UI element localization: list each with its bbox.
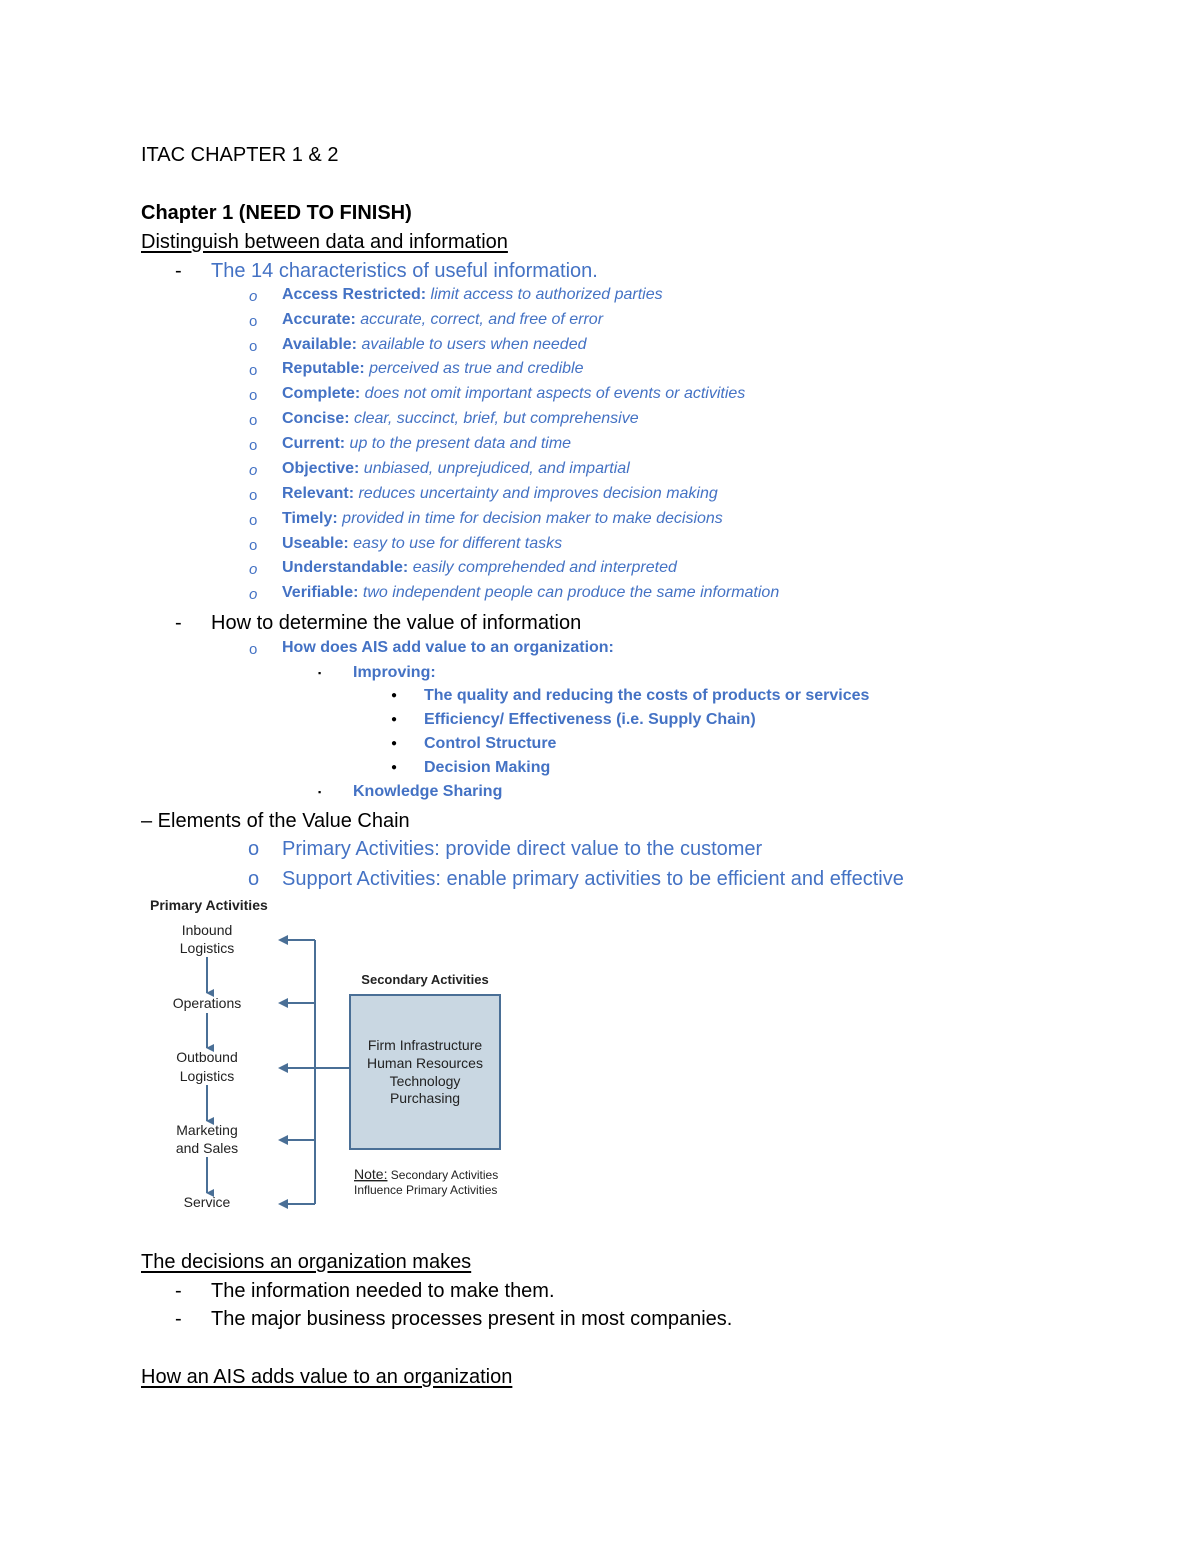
list-item	[282, 535, 562, 553]
characteristic-definition: perceived as true and credible	[364, 360, 584, 377]
characteristic-definition: unbiased, unprejudiced, and impartial	[359, 460, 630, 477]
note-text: Secondary Activities	[387, 1168, 499, 1182]
list-bullet: o	[249, 561, 258, 578]
list-bullet: o	[249, 412, 258, 429]
list-item	[282, 485, 718, 503]
characteristic-term: Concise:	[282, 410, 350, 427]
secondary-activities-box	[350, 995, 500, 1149]
value-chain-diagram	[140, 893, 540, 1223]
characteristic-term: Verifiable:	[282, 584, 359, 601]
characteristic-definition: limit access to authorized parties	[426, 286, 663, 303]
section-heading-ais-value: How an AIS adds value to an organization	[141, 1366, 513, 1388]
list-item-improving: Improving:	[353, 664, 436, 681]
step-marketing-sales-line2: and Sales	[175, 1140, 239, 1156]
dash-bullet: -	[175, 1308, 182, 1330]
list-item	[282, 435, 571, 453]
square-bullet: ▪	[318, 787, 322, 797]
characteristic-definition: two independent people can produce the same information	[358, 584, 780, 601]
list-item: The information needed to make them.	[211, 1280, 555, 1302]
step-inbound-logistics-line1: Inbound	[181, 922, 233, 938]
characteristic-definition: up to the present data and time	[345, 435, 572, 452]
section-heading-decisions: The decisions an organization makes	[141, 1251, 472, 1273]
list-item	[282, 336, 587, 354]
list-bullet: o	[249, 387, 258, 404]
characteristic-definition: easily comprehended and interpreted	[408, 559, 677, 576]
list-item	[282, 584, 779, 602]
step-operations: Operations	[172, 995, 242, 1011]
section-heading-data-vs-information: Distinguish between data and information	[141, 231, 508, 253]
characteristic-definition: provided in time for decision maker to make decisions	[337, 510, 723, 527]
list-item	[282, 360, 583, 378]
list-item: The quality and reducing the costs of products or services	[424, 687, 870, 704]
list-bullet: o	[249, 586, 258, 603]
step-inbound-logistics-line2: Logistics	[179, 940, 235, 956]
list-item: Decision Making	[424, 759, 551, 776]
list-item	[282, 385, 745, 403]
primary-activities-title: Primary Activities	[150, 897, 268, 913]
secondary-item: Technology	[389, 1073, 461, 1089]
characteristic-term: Relevant:	[282, 485, 355, 502]
list-bullet: o	[248, 868, 260, 890]
dash-bullet: -	[175, 1280, 182, 1302]
characteristic-term: Objective:	[282, 460, 360, 477]
list-bullet: o	[249, 313, 258, 330]
step-service: Service	[183, 1194, 231, 1210]
characteristic-term: Accurate:	[282, 311, 356, 328]
characteristic-term: Useable:	[282, 535, 349, 552]
list-item-characteristics: The 14 characteristics of useful information.	[211, 260, 598, 282]
value-chain-heading: – Elements of the Value Chain	[141, 810, 410, 832]
list-bullet: o	[249, 288, 258, 305]
list-item: Efficiency/ Effectiveness (i.e. Supply Chain)	[424, 711, 756, 728]
list-item: Control Structure	[424, 735, 557, 752]
list-bullet: o	[249, 462, 258, 479]
list-item-knowledge-sharing: Knowledge Sharing	[353, 783, 503, 800]
list-item-primary-activities: Primary Activities: provide direct value to the customer	[282, 838, 763, 860]
characteristic-definition: accurate, correct, and free of error	[355, 311, 604, 328]
chapter-heading: Chapter 1 (NEED TO FINISH)	[141, 202, 412, 224]
step-outbound-logistics-line2: Logistics	[179, 1068, 235, 1084]
list-bullet: o	[249, 537, 258, 554]
dot-bullet: ●	[391, 762, 398, 773]
list-bullet: o	[249, 487, 258, 504]
list-bullet: o	[249, 641, 258, 658]
secondary-item: Human Resources	[367, 1055, 483, 1071]
characteristic-term: Available:	[282, 336, 357, 353]
characteristic-definition: available to users when needed	[357, 336, 587, 353]
list-item-value-of-information: How to determine the value of information	[211, 612, 582, 634]
list-item	[282, 559, 677, 577]
secondary-item: Purchasing	[389, 1090, 461, 1106]
characteristic-definition: easy to use for different tasks	[348, 535, 563, 552]
list-item	[282, 410, 639, 428]
list-item	[282, 286, 663, 304]
list-bullet: o	[249, 362, 258, 379]
characteristic-definition: reduces uncertainty and improves decision making	[354, 485, 718, 502]
secondary-activities-title: Secondary Activities	[361, 972, 489, 987]
characteristic-term: Understandable:	[282, 559, 409, 576]
list-item	[282, 311, 603, 329]
dot-bullet: ●	[391, 738, 398, 749]
diagram-note-line1	[354, 1166, 498, 1182]
dash-bullet: -	[175, 260, 182, 282]
characteristic-definition: does not omit important aspects of events or activities	[360, 385, 746, 402]
list-item	[282, 510, 723, 528]
characteristic-term: Timely:	[282, 510, 338, 527]
list-item-ais-value-question: How does AIS add value to an organization:	[282, 639, 614, 656]
list-item	[282, 460, 630, 478]
characteristic-term: Complete:	[282, 385, 361, 402]
list-item: The major business processes present in most companies.	[211, 1308, 733, 1330]
characteristic-definition: clear, succinct, brief, but comprehensive	[349, 410, 639, 427]
dot-bullet: ●	[391, 714, 398, 725]
dash-bullet: -	[175, 612, 182, 634]
diagram-note-line2: Influence Primary Activities	[354, 1183, 498, 1197]
characteristic-term: Current:	[282, 435, 346, 452]
page-title: ITAC CHAPTER 1 & 2	[141, 144, 339, 166]
list-bullet: o	[249, 338, 258, 355]
step-marketing-sales-line1: Marketing	[176, 1122, 238, 1138]
characteristic-term: Access Restricted:	[282, 286, 427, 303]
list-bullet: o	[249, 512, 258, 529]
secondary-item: Firm Infrastructure	[367, 1037, 483, 1053]
list-item-support-activities: Support Activities: enable primary activities to be efficient and effective	[282, 868, 904, 890]
characteristic-term: Reputable:	[282, 360, 365, 377]
dot-bullet: ●	[391, 690, 398, 701]
list-bullet: o	[248, 838, 260, 860]
square-bullet: ▪	[318, 668, 322, 678]
note-label: Note:	[354, 1166, 388, 1182]
step-outbound-logistics-line1: Outbound	[176, 1049, 238, 1065]
list-bullet: o	[249, 437, 258, 454]
